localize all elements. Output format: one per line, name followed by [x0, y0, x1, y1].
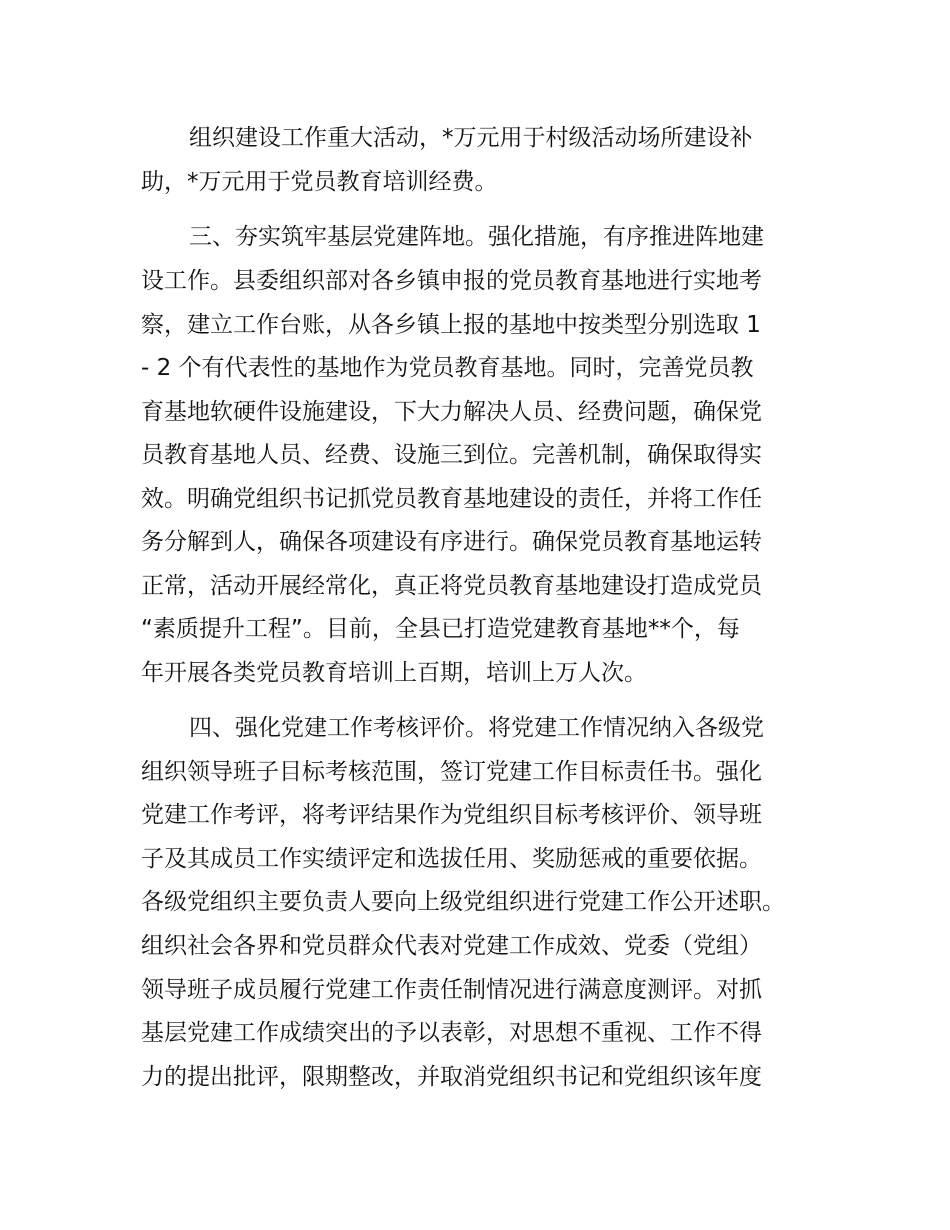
paragraph-line: 各级党组织主要负责人要向上级党组织进行党建工作公开述职。: [141, 889, 785, 915]
paragraph-line: - 2 个有代表性的基地作为党员教育基地。同时，完善党员教: [141, 355, 754, 381]
paragraph-line: 领导班子成员履行党建工作责任制情况进行满意度测评。对抓: [141, 977, 762, 1003]
paragraph-line: 四、强化党建工作考核评价。将党建工作情况纳入各级党: [189, 715, 764, 741]
paragraph-line: 育基地软硬件设施建设，下大力解决人员、经费问题，确保党: [141, 399, 762, 425]
paragraph-line: 务分解到人，确保各项建设有序进行。确保党员教育基地运转: [141, 529, 762, 555]
paragraph-line: 年开展各类党员教育培训上百期，培训上万人次。: [141, 660, 647, 686]
paragraph-line: 效。明确党组织书记抓党员教育基地建设的责任，并将工作任: [141, 486, 762, 512]
paragraph-line: 子及其成员工作实绩评定和选拔任用、奖励惩戒的重要依据。: [141, 846, 762, 872]
paragraph-line: 组织领导班子目标考核范围，签订党建工作目标责任书。强化: [141, 759, 762, 785]
paragraph-line: 组织社会各界和党员群众代表对党建工作成效、党委（党组）: [141, 933, 762, 959]
paragraph-line: 三、夯实筑牢基层党建阵地。强化措施，有序推进阵地建: [189, 224, 764, 250]
paragraph-line: 设工作。县委组织部对各乡镇申报的党员教育基地进行实地考: [141, 268, 762, 294]
paragraph-line: 察，建立工作台账，从各乡镇上报的基地中按类型分别选取 1: [141, 312, 761, 338]
paragraph-line: 力的提出批评，限期整改，并取消党组织书记和党组织该年度: [141, 1064, 762, 1090]
paragraph-line: 助，*万元用于党员教育培训经费。: [141, 169, 498, 195]
paragraph-line: “素质提升工程”。目前，全县已打造党建教育基地**个，每: [141, 616, 740, 642]
paragraph-line: 员教育基地人员、经费、设施三到位。完善机制，确保取得实: [141, 442, 762, 468]
paragraph-line: 正常，活动开展经常化，真正将党员教育基地建设打造成党员: [141, 573, 762, 599]
paragraph-line: 组织建设工作重大活动，*万元用于村级活动场所建设补: [189, 125, 753, 151]
paragraph-line: 基层党建工作成绩突出的予以表彰，对思想不重视、工作不得: [141, 1020, 762, 1046]
paragraph-line: 党建工作考评，将考评结果作为党组织目标考核评价、领导班: [141, 802, 762, 828]
